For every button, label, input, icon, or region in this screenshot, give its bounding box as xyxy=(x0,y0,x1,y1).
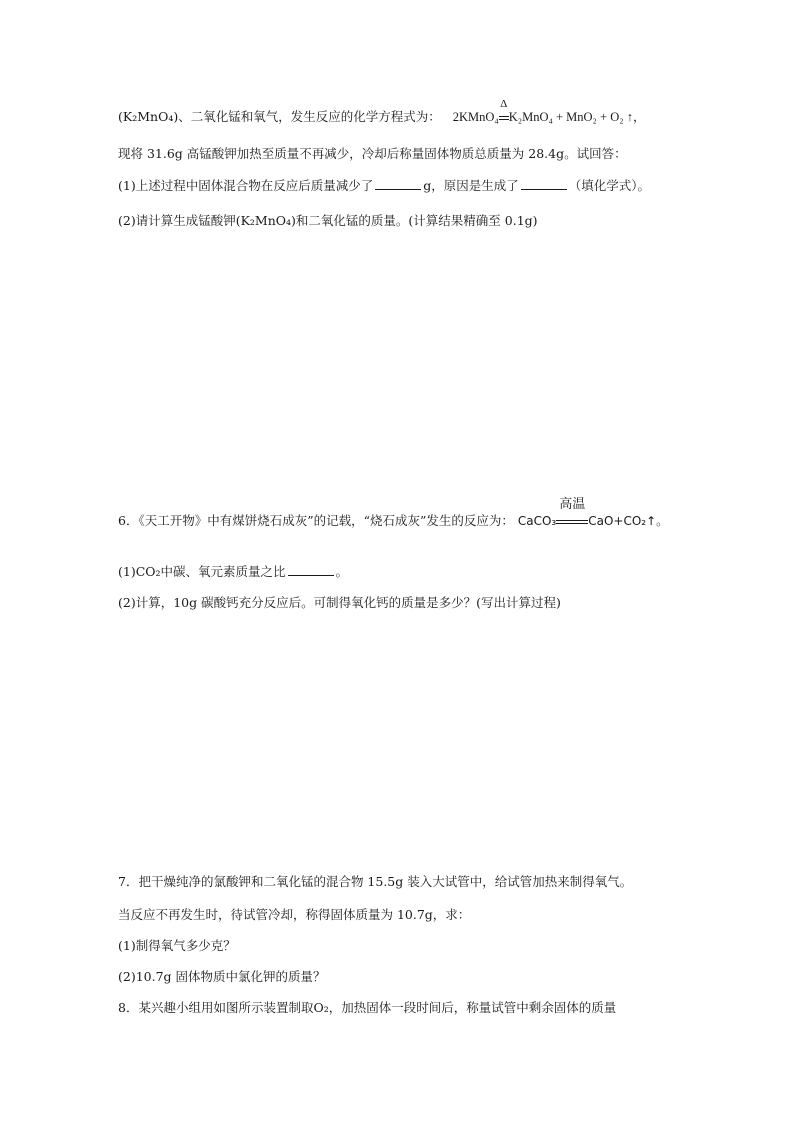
q5-equation xyxy=(452,98,646,124)
q5-line-3-b: g，原因是生成了 xyxy=(423,178,519,193)
q6-line-1 xyxy=(118,497,669,530)
q5-line-3-c: （填化学式）。 xyxy=(568,178,650,193)
q5-line-1-text: (K₂MnO₄)、二氧化锰和氧气，发生反应的化学方程式为： xyxy=(118,109,441,124)
q6-line-3: (2)计算，10g 碳酸钙充分反应后。可制得氧化钙的质量是多少？(写出计算过程) xyxy=(118,595,561,610)
q5-line-3 xyxy=(118,177,650,195)
q7-line-4: (2)10.7g 固体物质中氯化钾的质量？ xyxy=(118,969,326,984)
q5-equation-condition xyxy=(499,98,509,126)
q7-line-3: (1)制得氧气多少克？ xyxy=(118,938,236,953)
q6-line-2 xyxy=(118,563,348,581)
q6-equation xyxy=(517,497,669,528)
q5-equation-left: 2KMnO₄ xyxy=(452,110,499,124)
q5-line-4: (2)请计算生成锰酸钾(K₂MnO₄)和二氧化锰的质量。(计算结果精确至 0.1g) xyxy=(118,213,538,228)
q7-line-1: 7．把干燥纯净的氯酸钾和二氧化锰的混合物 15.5g 装入大试管中，给试管加热来制得氧气。 xyxy=(118,874,633,889)
q6-line-1-text: 6．《天工开物》中有煤饼烧石成灰”的记载，“烧石成灰”发生的反应为： xyxy=(118,513,514,528)
q6-equation-condition xyxy=(556,497,588,530)
q6-equation-left: CaCO₃ xyxy=(517,514,557,528)
q6-line-2-b: 。 xyxy=(335,564,349,579)
q7-line-2: 当反应不再发生时，待试管冷却，称得固体质量为 10.7g，求： xyxy=(118,907,471,922)
q6-blank-ratio[interactable] xyxy=(288,564,334,576)
q8-line-1: 8．某兴趣小组用如图所示装置制取O₂，加热固体一段时间后，称量试管中剩余固体的质量 xyxy=(118,1000,617,1015)
q6-equation-right: CaO+CO₂↑。 xyxy=(588,514,669,528)
q5-line-2: 现将 31.6g 高锰酸钾加热至质量不再减少，冷却后称量固体物质总质量为 28.4g。试回答： xyxy=(118,146,627,161)
q6-condition-label: 高温 xyxy=(559,497,586,512)
q5-blank-mass[interactable] xyxy=(375,178,421,190)
q5-blank-formula[interactable] xyxy=(521,178,567,190)
q5-line-3-a: (1)上述过程中固体混合物在反应后质量减少了 xyxy=(118,178,374,193)
q6-line-2-a: (1)CO₂中碳、氧元素质量之比 xyxy=(118,564,286,579)
q5-line-1 xyxy=(118,98,646,126)
q5-condition-label: Δ xyxy=(500,98,508,110)
q5-equation-right: K₂MnO₄ + MnO₂ + O₂ ↑， xyxy=(508,110,646,124)
